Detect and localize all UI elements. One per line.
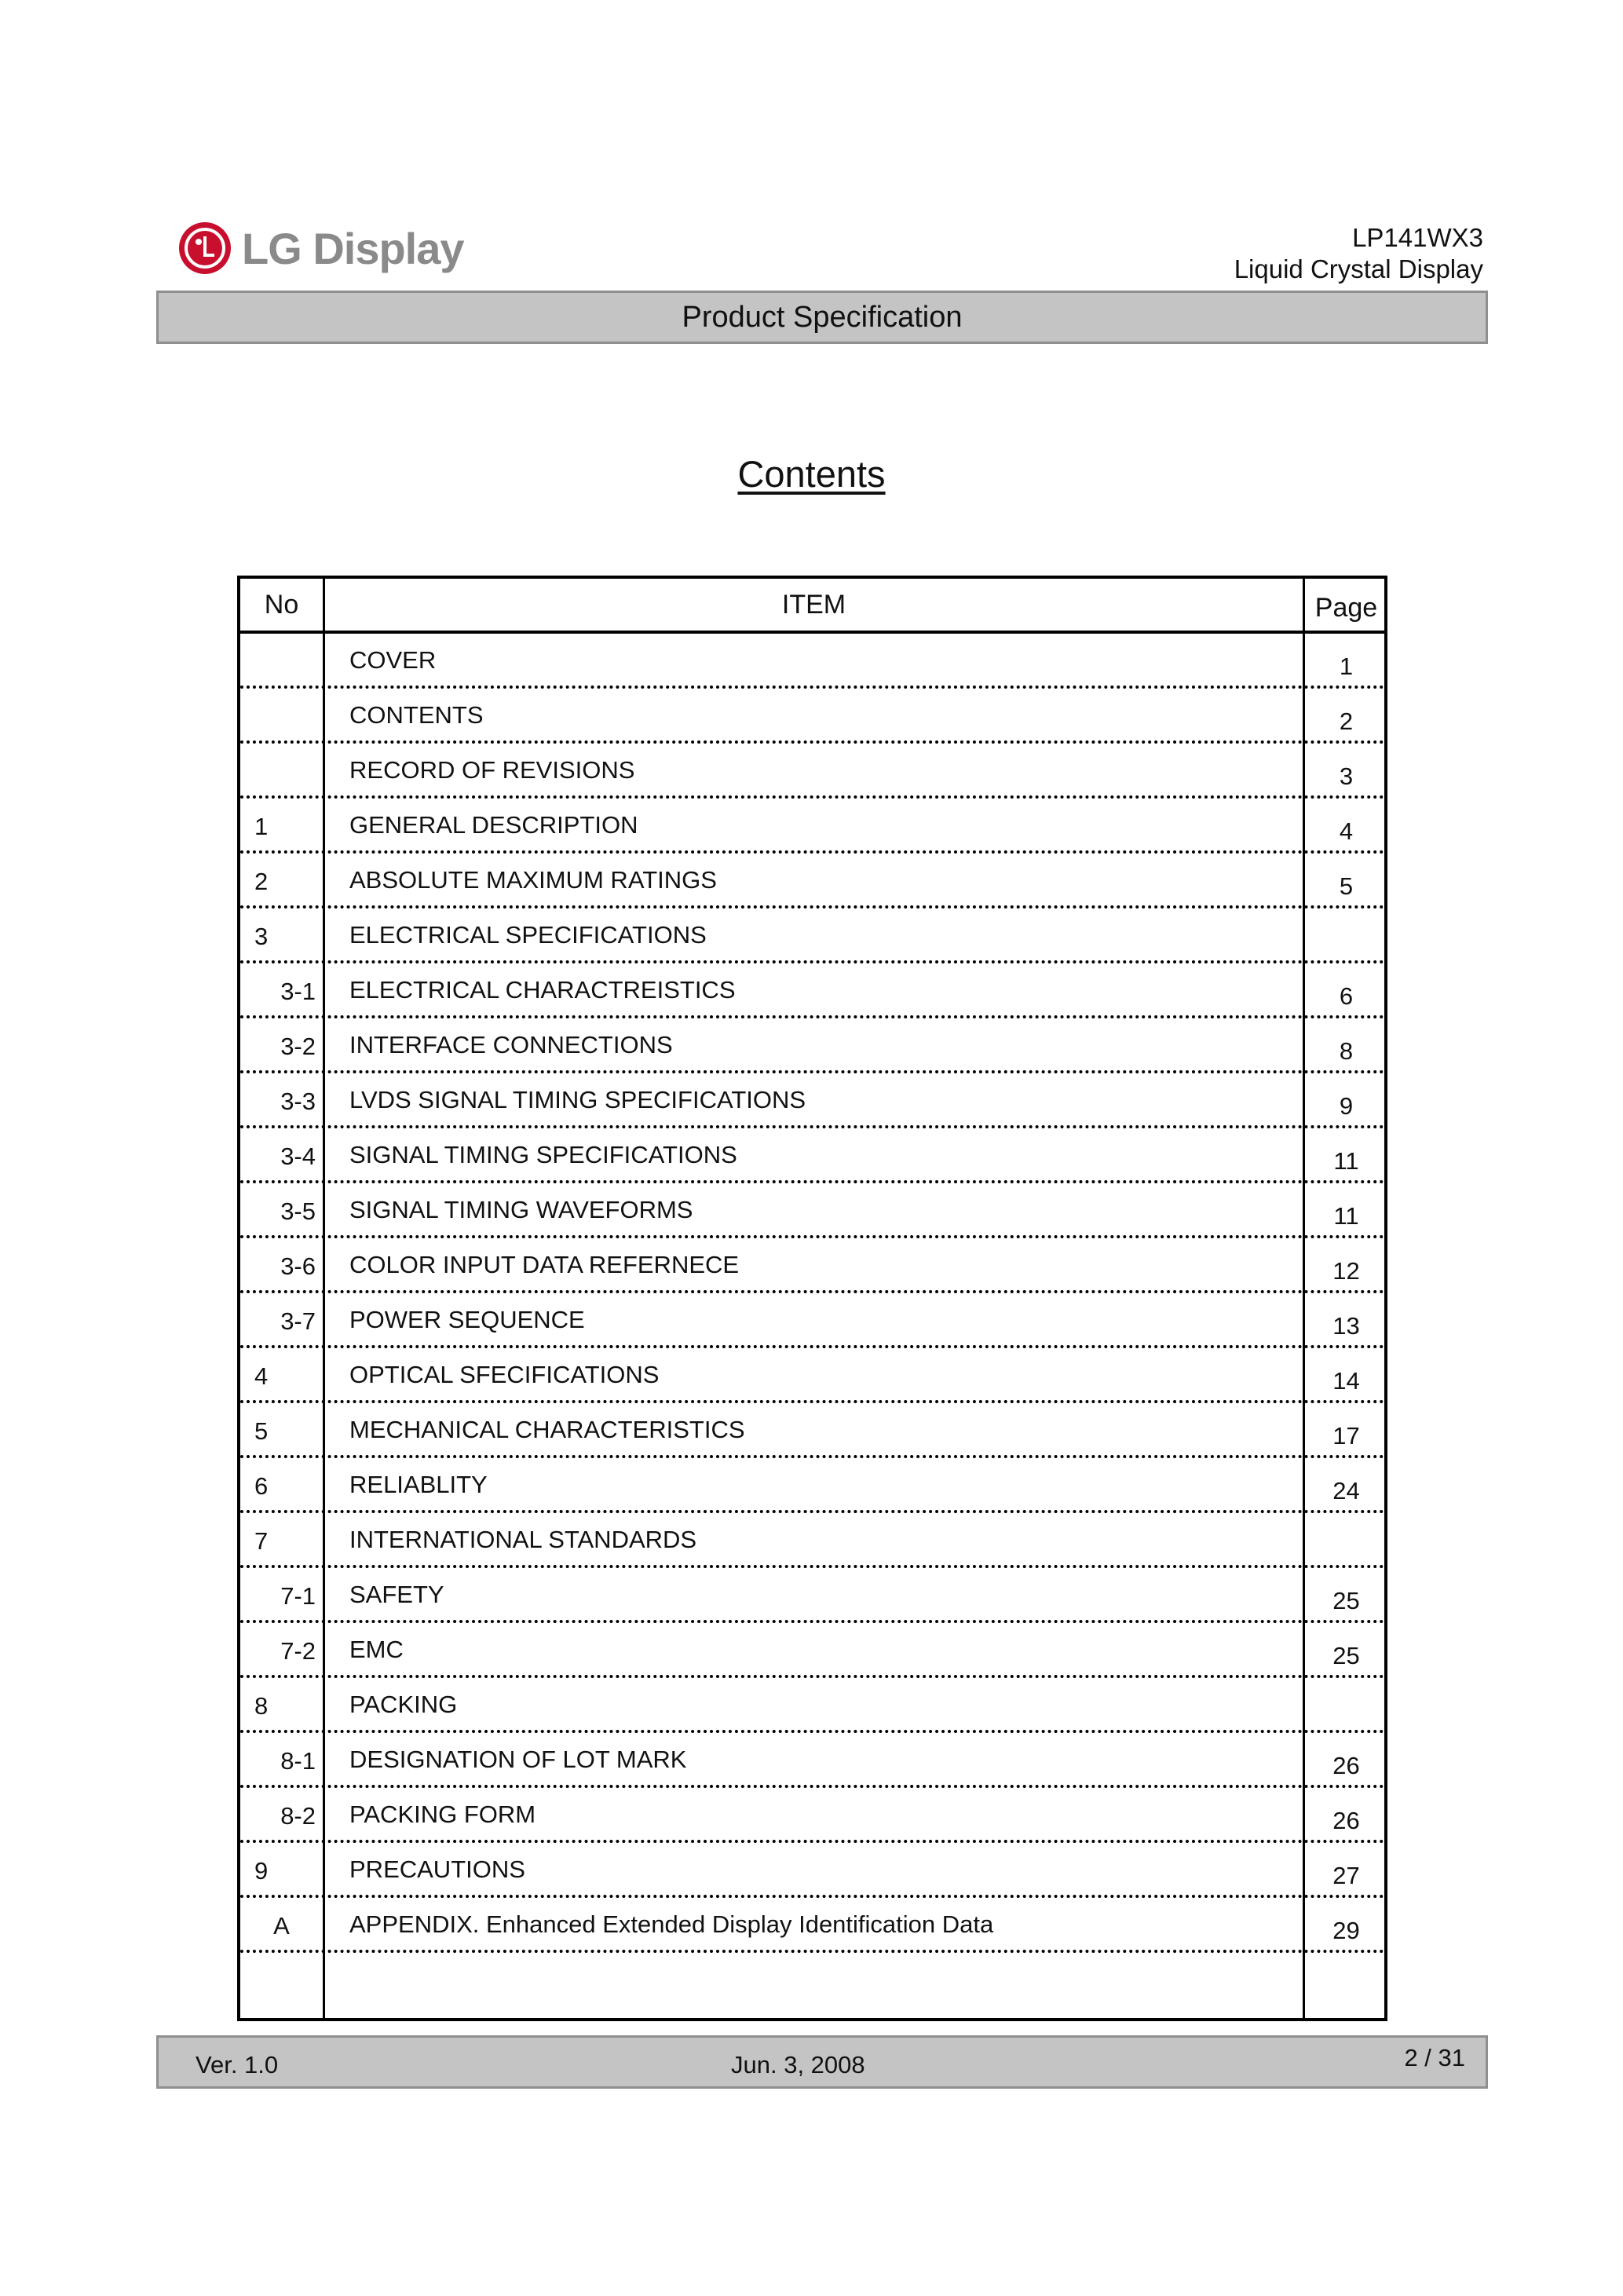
row-no: 3-5 [280, 1197, 316, 1225]
row-no: 8 [254, 1692, 269, 1720]
version-label: Ver. 1.0 [196, 2051, 279, 2078]
row-item: GENERAL DESCRIPTION [349, 811, 638, 839]
contents-heading: Contents [737, 453, 886, 495]
table-row [240, 909, 1384, 963]
row-page: 14 [1332, 1367, 1360, 1395]
date-label: Jun. 3, 2008 [731, 2051, 865, 2078]
row-no: 8-2 [280, 1802, 316, 1830]
row-page: 8 [1339, 1037, 1354, 1065]
row-no: 3-4 [280, 1143, 316, 1170]
row-page: 1 [1339, 653, 1354, 680]
table-row [240, 1513, 1384, 1568]
row-no: 9 [254, 1857, 269, 1885]
header-item: ITEM [781, 590, 846, 620]
row-page: 29 [1332, 1917, 1360, 1944]
table-row [240, 799, 1384, 854]
row-page: 4 [1339, 817, 1354, 845]
model-block [1234, 222, 1483, 285]
brand-name: LG Display [242, 223, 464, 273]
row-page: 3 [1339, 762, 1354, 790]
row-item: RECORD OF REVISIONS [349, 756, 635, 784]
row-item: APPENDIX. Enhanced Extended Display Identification Data [349, 1910, 994, 1938]
page-footer [156, 2035, 1488, 2089]
row-no: 3-6 [280, 1252, 316, 1280]
row-item: INTERNATIONAL STANDARDS [349, 1526, 697, 1553]
product-specification-bar [156, 291, 1488, 344]
table-row [240, 1458, 1384, 1513]
model-number: LP141WX3 [1352, 223, 1483, 252]
product-type: Liquid Crystal Display [1234, 254, 1483, 283]
table-body [240, 634, 1384, 1953]
row-item: PRECAUTIONS [349, 1855, 525, 1883]
row-no: A [273, 1912, 290, 1940]
row-no: 8-1 [280, 1747, 316, 1775]
row-item: POWER SEQUENCE [349, 1306, 585, 1333]
row-no: 7 [254, 1527, 269, 1555]
page-number: 2 / 31 [1404, 2044, 1465, 2071]
table-row [240, 689, 1384, 744]
table-row [240, 854, 1384, 909]
table-row [240, 1678, 1384, 1733]
row-page: 13 [1332, 1312, 1360, 1340]
row-no: 5 [254, 1417, 269, 1445]
header-page: Page [1314, 593, 1378, 623]
row-item: DESIGNATION OF LOT MARK [349, 1746, 687, 1773]
table-header [240, 579, 1384, 634]
table-row [240, 1293, 1384, 1348]
contents-table [237, 576, 1387, 2021]
row-item: ELECTRICAL CHARACTREISTICS [349, 976, 736, 1004]
row-page: 2 [1339, 707, 1354, 735]
row-page: 27 [1332, 1862, 1360, 1889]
table-row [240, 1183, 1384, 1238]
row-page: 26 [1332, 1807, 1360, 1834]
row-page: 12 [1332, 1257, 1360, 1285]
row-item: ABSOLUTE MAXIMUM RATINGS [349, 866, 717, 894]
row-item: MECHANICAL CHARACTERISTICS [349, 1416, 745, 1443]
row-item: SIGNAL TIMING SPECIFICATIONS [349, 1141, 737, 1168]
row-no: 3 [254, 923, 269, 950]
row-no: 1 [254, 813, 269, 840]
table-row [240, 1788, 1384, 1843]
row-page: 26 [1332, 1752, 1360, 1779]
row-item: LVDS SIGNAL TIMING SPECIFICATIONS [349, 1086, 806, 1113]
table-row [240, 1623, 1384, 1678]
row-page: 6 [1339, 982, 1354, 1010]
row-no: 4 [254, 1362, 269, 1390]
row-page: 17 [1332, 1422, 1360, 1450]
lg-display-logo [177, 218, 464, 278]
lg-face-icon [177, 221, 232, 276]
row-item: COLOR INPUT DATA REFERNECE [349, 1251, 740, 1278]
row-no: 3-3 [280, 1088, 316, 1115]
table-row [240, 1348, 1384, 1403]
row-no: 3-7 [280, 1307, 316, 1335]
row-item: SIGNAL TIMING WAVEFORMS [349, 1196, 693, 1223]
page-title [0, 452, 1623, 495]
row-item: SAFETY [349, 1581, 444, 1608]
row-no: 6 [254, 1472, 269, 1500]
row-item: COVER [349, 646, 437, 674]
row-page: 11 [1333, 1202, 1359, 1230]
row-item: EMC [349, 1636, 404, 1663]
table-row [240, 744, 1384, 799]
spec-bar-title: Product Specification [682, 300, 963, 334]
row-page: 25 [1332, 1587, 1360, 1614]
table-row [240, 1073, 1384, 1128]
table-row [240, 634, 1384, 689]
table-row [240, 1733, 1384, 1788]
row-page: 11 [1333, 1147, 1359, 1175]
table-row [240, 1018, 1384, 1073]
row-page: 9 [1339, 1092, 1354, 1120]
row-item: PACKING [349, 1691, 458, 1718]
row-page: 25 [1332, 1642, 1360, 1669]
table-row [240, 963, 1384, 1018]
row-page: 5 [1339, 872, 1354, 900]
row-item: ELECTRICAL SPECIFICATIONS [349, 921, 707, 949]
table-row [240, 1898, 1384, 1953]
table-row [240, 1568, 1384, 1623]
header-no: No [264, 590, 299, 620]
row-page: 24 [1332, 1477, 1360, 1504]
row-no: 7-1 [280, 1582, 316, 1610]
table-row [240, 1238, 1384, 1293]
row-no: 3-1 [280, 978, 316, 1005]
row-no: 3-2 [280, 1033, 316, 1060]
table-row [240, 1128, 1384, 1183]
table-row [240, 1403, 1384, 1458]
row-item: PACKING FORM [349, 1801, 536, 1828]
row-item: OPTICAL SFECIFICATIONS [349, 1361, 660, 1388]
table-row [240, 1843, 1384, 1898]
row-no: 7-2 [280, 1637, 316, 1665]
row-item: CONTENTS [349, 701, 484, 729]
row-item: RELIABLITY [349, 1471, 488, 1498]
row-no: 2 [254, 868, 269, 895]
row-item: INTERFACE CONNECTIONS [349, 1031, 673, 1058]
